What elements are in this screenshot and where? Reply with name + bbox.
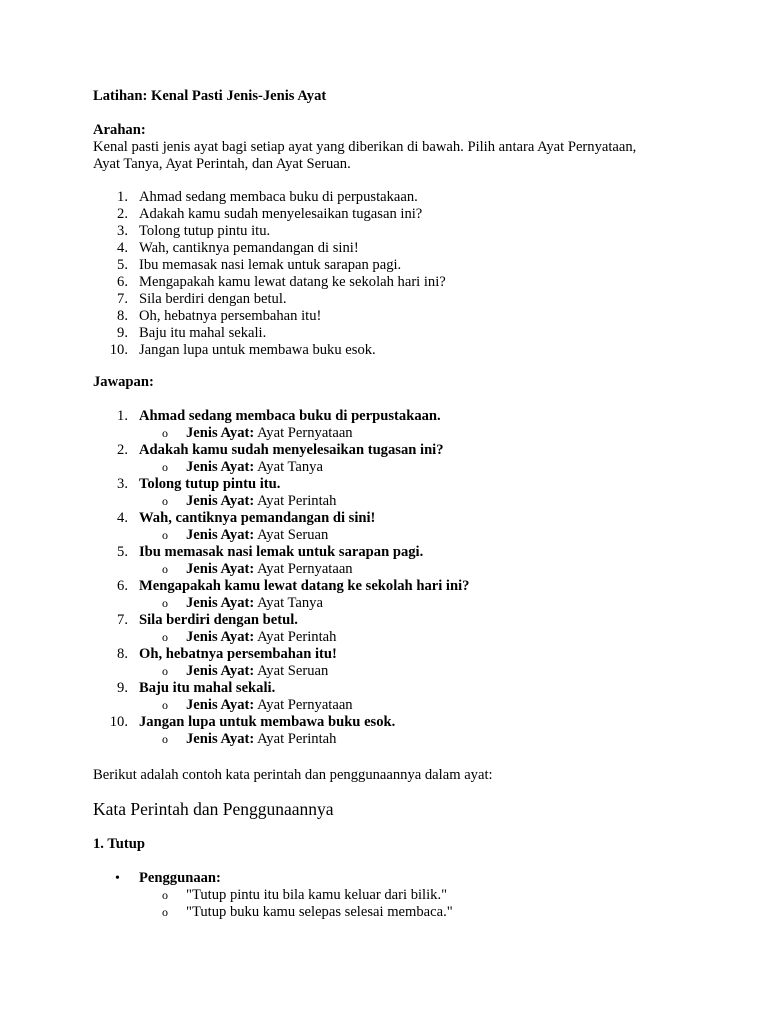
answer-number: 7.: [117, 612, 128, 628]
answer-question-text: Ahmad sedang membaca buku di perpustakaan.: [139, 408, 441, 424]
answer-type-label: Jenis Ayat:: [186, 425, 255, 441]
answer-item: [93, 408, 713, 425]
answer-type-label: Jenis Ayat:: [186, 629, 255, 645]
question-text: Sila berdiri dengan betul.: [139, 291, 287, 307]
answer-type-value: Ayat Tanya: [257, 459, 323, 475]
answer-item: [93, 612, 713, 629]
answer-type-value: Ayat Pernyataan: [257, 561, 353, 577]
answer-number: 8.: [117, 646, 128, 662]
question-number: 9.: [117, 325, 128, 341]
arahan-line: Ayat Tanya, Ayat Perintah, dan Ayat Seruan.: [93, 156, 351, 172]
answer-type-label: Jenis Ayat:: [186, 731, 255, 747]
answer-type-value: Ayat Seruan: [257, 527, 329, 543]
answer-item: [93, 510, 713, 527]
circle-bullet-icon: o: [162, 562, 168, 576]
question-text: Oh, hebatnya persembahan itu!: [139, 308, 322, 324]
answer-type-row: [93, 697, 713, 714]
circle-bullet-icon: o: [162, 732, 168, 746]
answer-number: 9.: [117, 680, 128, 696]
answer-type-value: Ayat Pernyataan: [257, 425, 353, 441]
circle-bullet-icon: o: [162, 664, 168, 678]
usage-item: [93, 870, 713, 887]
question-item: [93, 325, 713, 342]
answer-question-text: Oh, hebatnya persembahan itu!: [139, 646, 337, 662]
usage-example: [93, 887, 713, 904]
question-number: 10.: [109, 342, 128, 358]
usage-example: [93, 904, 713, 921]
arahan-line: Kenal pasti jenis ayat bagi setiap ayat yang diberikan di bawah. Pilih antara Ayat Pernyataan,: [93, 139, 637, 155]
answer-type-value: Ayat Perintah: [257, 731, 337, 747]
answer-type-label: Jenis Ayat:: [186, 697, 255, 713]
question-item: [93, 206, 713, 223]
question-text: Tolong tutup pintu itu.: [139, 223, 271, 239]
answer-item: [93, 714, 713, 731]
answer-type-value: Ayat Perintah: [257, 493, 337, 509]
circle-bullet-icon: o: [162, 596, 168, 610]
answer-item: [93, 578, 713, 595]
question-number: 3.: [117, 223, 128, 239]
answer-type-row: [93, 629, 713, 646]
answer-type-value: Ayat Seruan: [257, 663, 329, 679]
question-number: 5.: [117, 257, 128, 273]
question-text: Adakah kamu sudah menyelesaikan tugasan ini?: [139, 206, 423, 222]
circle-bullet-icon: o: [162, 888, 168, 902]
intro-text: Berikut adalah contoh kata perintah dan penggunaannya dalam ayat:: [93, 767, 493, 783]
usage-label: Penggunaan:: [139, 870, 221, 886]
usage-block: [93, 870, 713, 921]
question-item: [93, 342, 713, 359]
question-item: [93, 291, 713, 308]
answer-list: [93, 408, 713, 748]
subsection-heading: 1. Tutup: [93, 836, 145, 852]
question-item: [93, 308, 713, 325]
answer-item: [93, 646, 713, 663]
answer-question-text: Adakah kamu sudah menyelesaikan tugasan ini?: [139, 442, 444, 458]
question-item: [93, 240, 713, 257]
answer-number: 3.: [117, 476, 128, 492]
answer-type-value: Ayat Pernyataan: [257, 697, 353, 713]
question-number: 7.: [117, 291, 128, 307]
answer-item: [93, 442, 713, 459]
answer-number: 1.: [117, 408, 128, 424]
answer-number: 6.: [117, 578, 128, 594]
question-text: Ahmad sedang membaca buku di perpustakaan.: [139, 189, 418, 205]
answer-type-row: [93, 595, 713, 612]
answer-type-value: Ayat Tanya: [257, 595, 323, 611]
answer-item: [93, 680, 713, 697]
question-number: 4.: [117, 240, 128, 256]
arahan-label: Arahan:: [93, 122, 146, 138]
circle-bullet-icon: o: [162, 528, 168, 542]
section-heading: Kata Perintah dan Penggunaannya: [93, 799, 334, 819]
usage-example-text: "Tutup pintu itu bila kamu keluar dari bilik.": [186, 887, 448, 903]
question-text: Jangan lupa untuk membawa buku esok.: [139, 342, 376, 358]
answer-type-value: Ayat Perintah: [257, 629, 337, 645]
circle-bullet-icon: o: [162, 905, 168, 919]
question-list: [93, 189, 713, 359]
question-text: Baju itu mahal sekali.: [139, 325, 267, 341]
answer-question-text: Sila berdiri dengan betul.: [139, 612, 298, 628]
answer-question-text: Wah, cantiknya pemandangan di sini!: [139, 510, 376, 526]
answer-type-label: Jenis Ayat:: [186, 459, 255, 475]
answer-question-text: Ibu memasak nasi lemak untuk sarapan pagi.: [139, 544, 424, 560]
answer-type-label: Jenis Ayat:: [186, 527, 255, 543]
answer-number: 2.: [117, 442, 128, 458]
question-number: 8.: [117, 308, 128, 324]
page-title: Latihan: Kenal Pasti Jenis-Jenis Ayat: [93, 88, 327, 104]
answer-question-text: Mengapakah kamu lewat datang ke sekolah hari ini?: [139, 578, 470, 594]
question-number: 1.: [117, 189, 128, 205]
circle-bullet-icon: o: [162, 494, 168, 508]
question-item: [93, 257, 713, 274]
circle-bullet-icon: o: [162, 426, 168, 440]
answer-item: [93, 476, 713, 493]
answer-type-row: [93, 731, 713, 748]
arahan-text: [93, 139, 693, 173]
circle-bullet-icon: o: [162, 698, 168, 712]
answer-type-label: Jenis Ayat:: [186, 561, 255, 577]
answer-number: 10.: [109, 714, 128, 730]
question-text: Wah, cantiknya pemandangan di sini!: [139, 240, 359, 256]
answer-type-row: [93, 493, 713, 510]
bullet-icon: •: [115, 871, 120, 886]
answer-question-text: Jangan lupa untuk membawa buku esok.: [139, 714, 396, 730]
question-text: Ibu memasak nasi lemak untuk sarapan pagi.: [139, 257, 402, 273]
answer-type-label: Jenis Ayat:: [186, 595, 255, 611]
answer-item: [93, 544, 713, 561]
jawapan-label: Jawapan:: [93, 374, 154, 390]
question-item: [93, 274, 713, 291]
answer-type-row: [93, 561, 713, 578]
answer-type-row: [93, 527, 713, 544]
usage-example-text: "Tutup buku kamu selepas selesai membaca.": [186, 904, 453, 920]
question-item: [93, 223, 713, 240]
answer-type-label: Jenis Ayat:: [186, 663, 255, 679]
circle-bullet-icon: o: [162, 630, 168, 644]
question-text: Mengapakah kamu lewat datang ke sekolah hari ini?: [139, 274, 446, 290]
question-number: 2.: [117, 206, 128, 222]
answer-type-row: [93, 663, 713, 680]
answer-type-row: [93, 459, 713, 476]
answer-number: 5.: [117, 544, 128, 560]
answer-type-label: Jenis Ayat:: [186, 493, 255, 509]
answer-type-row: [93, 425, 713, 442]
answer-question-text: Tolong tutup pintu itu.: [139, 476, 281, 492]
question-item: [93, 189, 713, 206]
answer-question-text: Baju itu mahal sekali.: [139, 680, 276, 696]
circle-bullet-icon: o: [162, 460, 168, 474]
answer-number: 4.: [117, 510, 128, 526]
question-number: 6.: [117, 274, 128, 290]
